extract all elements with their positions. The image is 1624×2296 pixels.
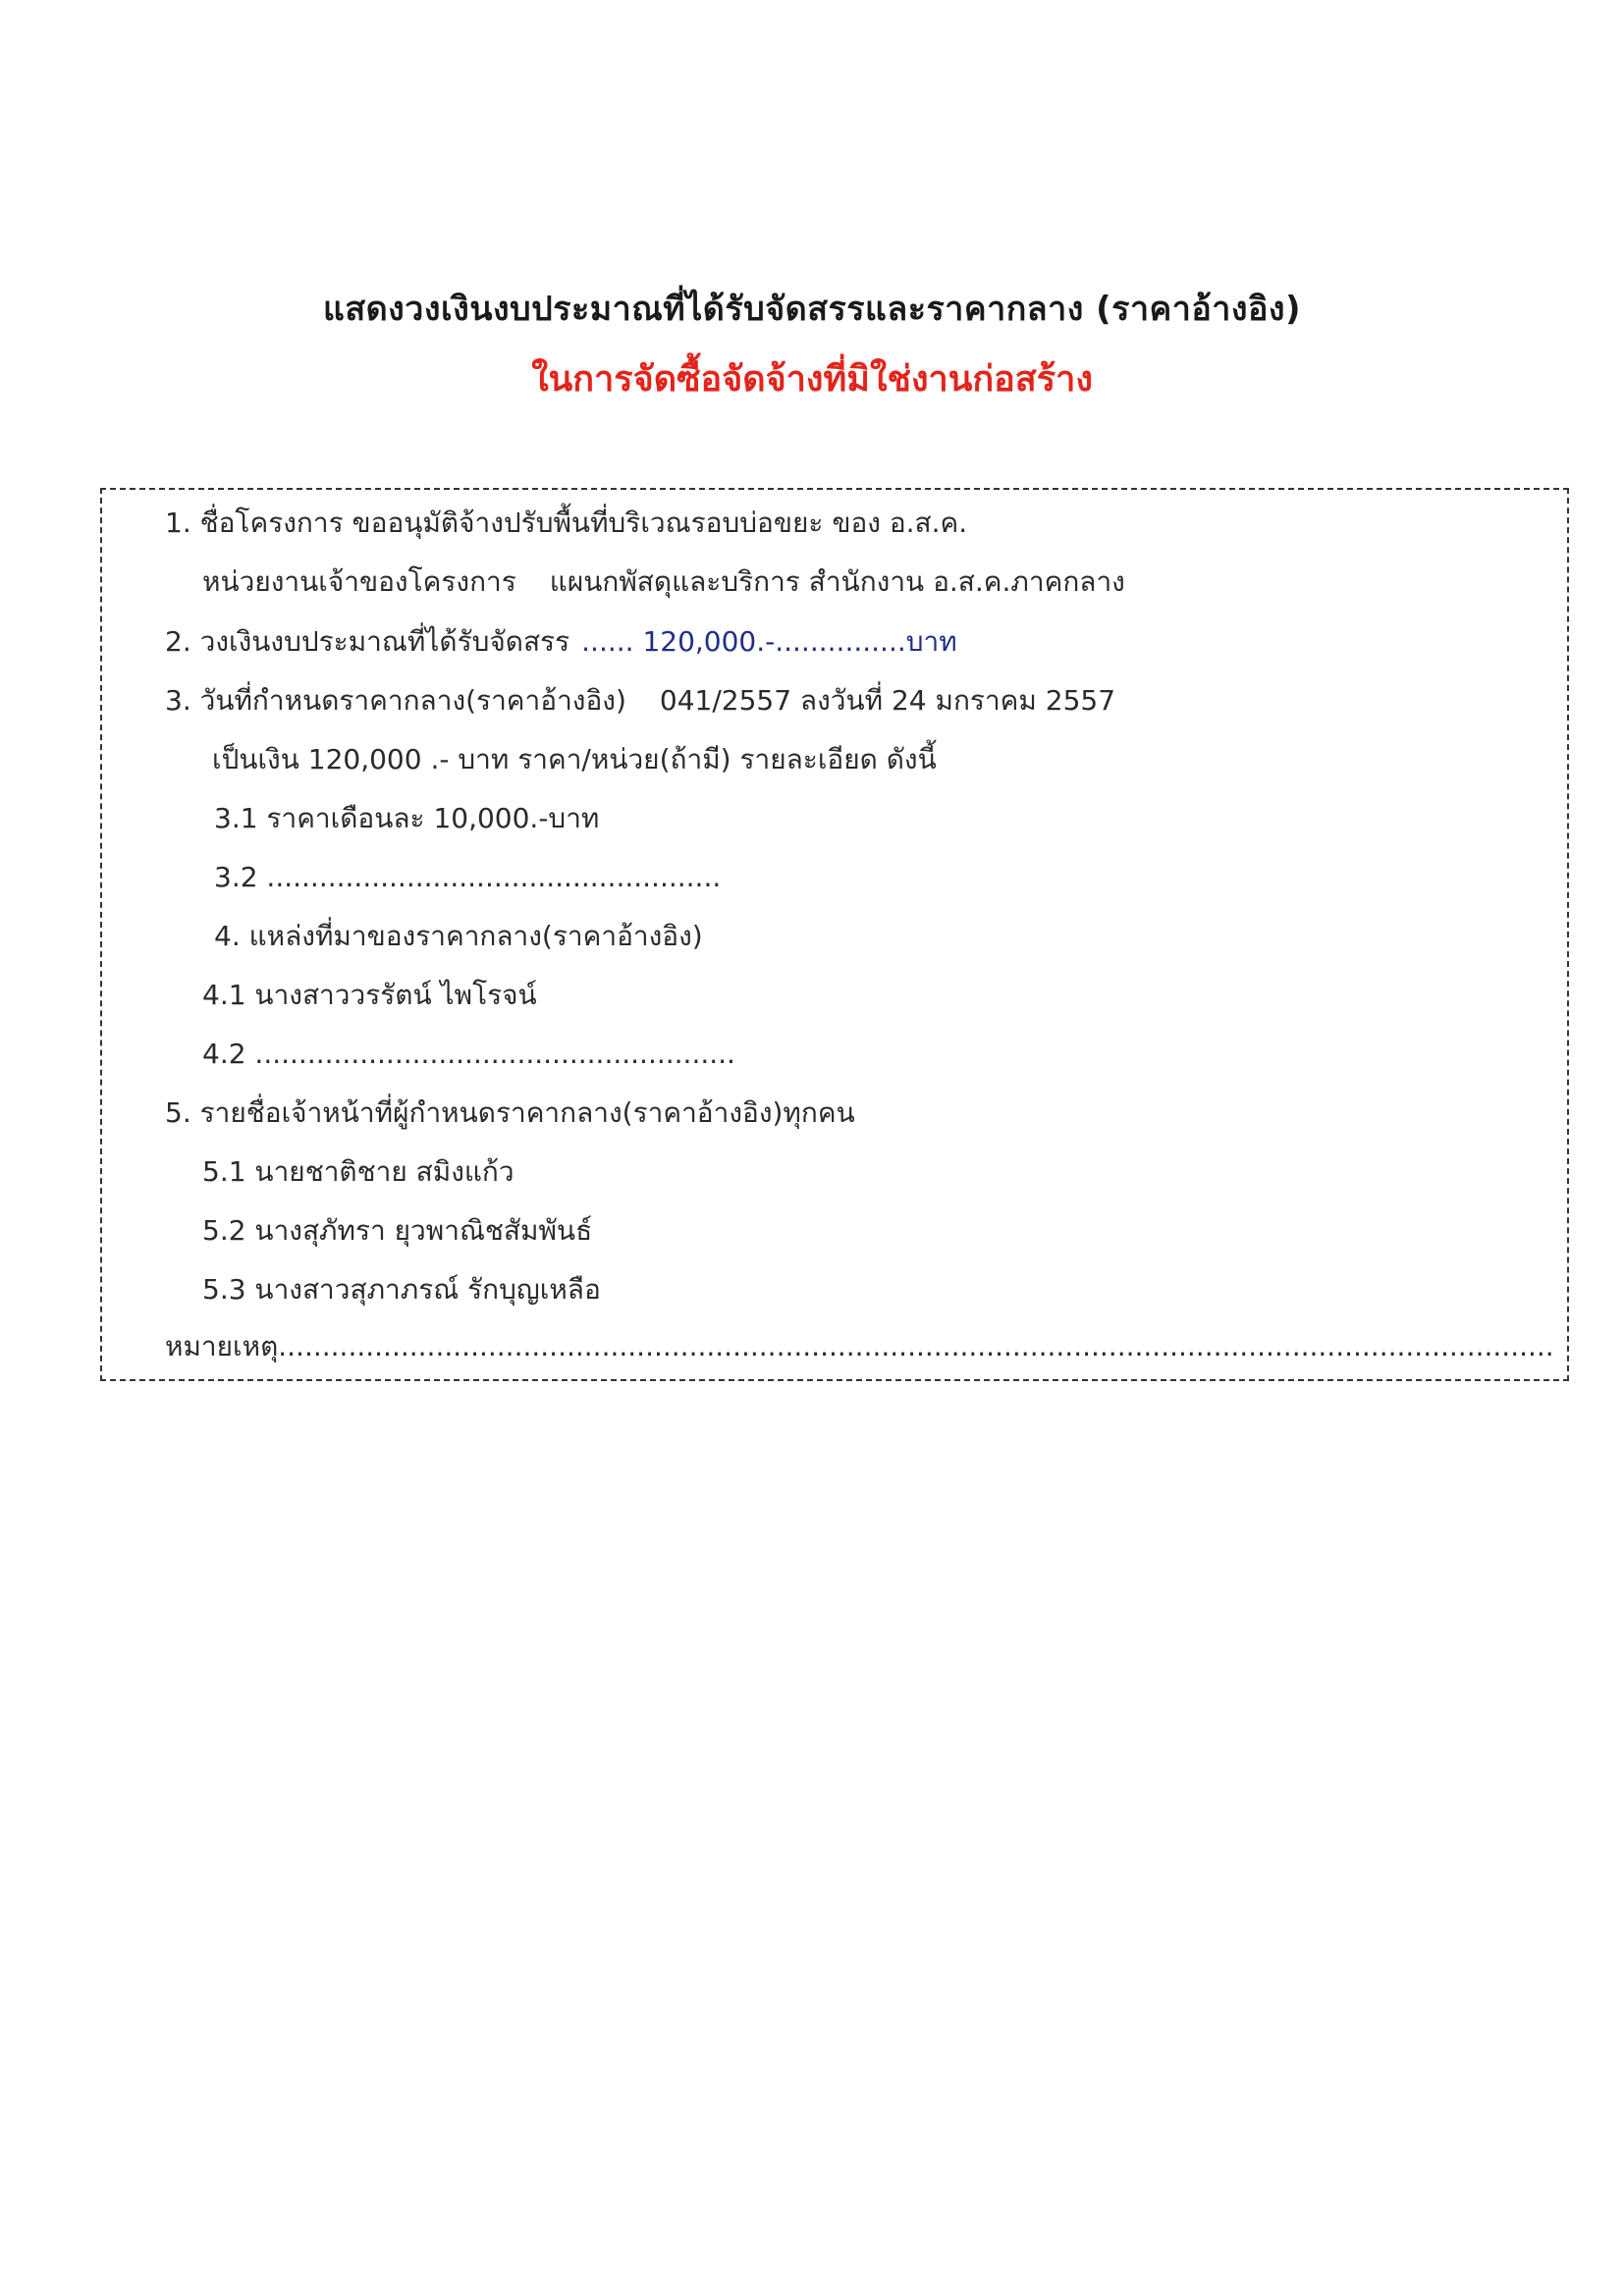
owner-line xyxy=(202,562,1125,602)
source-4-1: 4.1 นางสาววรรัตน์ ไพโรจน์ xyxy=(202,979,537,1011)
project-name-line: 1. ชื่อโครงการ ขออนุมัติจ้างปรับพื้นที่บริเวณรอบบ่อขยะ ของ อ.ส.ค. xyxy=(165,507,968,539)
document-subtitle: ในการจัดซื้อจัดจ้างที่มิใช่งานก่อสร้าง xyxy=(531,359,1093,400)
amount-line: เป็นเงิน 120,000 .- บาท ราคา/หน่วย(ถ้ามี) รายละเอียด ดังนี้ xyxy=(212,743,937,775)
ref-date-value: 041/2557 ลงวันที่ 24 มกราคม 2557 xyxy=(659,684,1116,717)
ref-date-label: 3. วันที่กำหนดราคากลาง(ราคาอ้างอิง) xyxy=(165,684,626,717)
budget-line xyxy=(165,622,957,662)
officers-label: 5. รายชื่อเจ้าหน้าที่ผู้กำหนดราคากลาง(ราคาอ้างอิง)ทุกคน xyxy=(165,1096,855,1129)
remark-line: หมายเหตุ.................................................................................................................................................. xyxy=(165,1330,1554,1362)
officer-5-1: 5.1 นายชาติชาย สมิงแก้ว xyxy=(202,1155,514,1188)
source-4-2: 4.2 ....................................................... xyxy=(202,1038,735,1070)
ref-date-line xyxy=(165,681,1115,721)
document-title: แสดงวงเงินงบประมาณที่ได้รับจัดสรรและราคากลาง (ราคาอ้างอิง) xyxy=(322,290,1302,329)
owner-label: หน่วยงานเจ้าของโครงการ xyxy=(202,565,516,598)
document-header xyxy=(0,280,1624,409)
item-3-2: 3.2 .................................................... xyxy=(214,861,722,893)
officer-5-2: 5.2 นางสุภัทรา ยุวพาณิชสัมพันธ์ xyxy=(202,1214,593,1247)
owner-value: แผนกพัสดุและบริการ สำนักงาน อ.ส.ค.ภาคกลาง xyxy=(549,565,1125,598)
officer-5-3: 5.3 นางสาวสุภาภรณ์ รักบุญเหลือ xyxy=(202,1273,601,1306)
item-3-1: 3.1 ราคาเดือนละ 10,000.-บาท xyxy=(214,802,600,834)
source-label: 4. แหล่งที่มาของราคากลาง(ราคาอ้างอิง) xyxy=(214,920,703,952)
budget-label: 2. วงเงินงบประมาณที่ได้รับจัดสรร xyxy=(165,625,570,658)
budget-value: ...... 120,000.-...............บาท xyxy=(581,625,957,658)
